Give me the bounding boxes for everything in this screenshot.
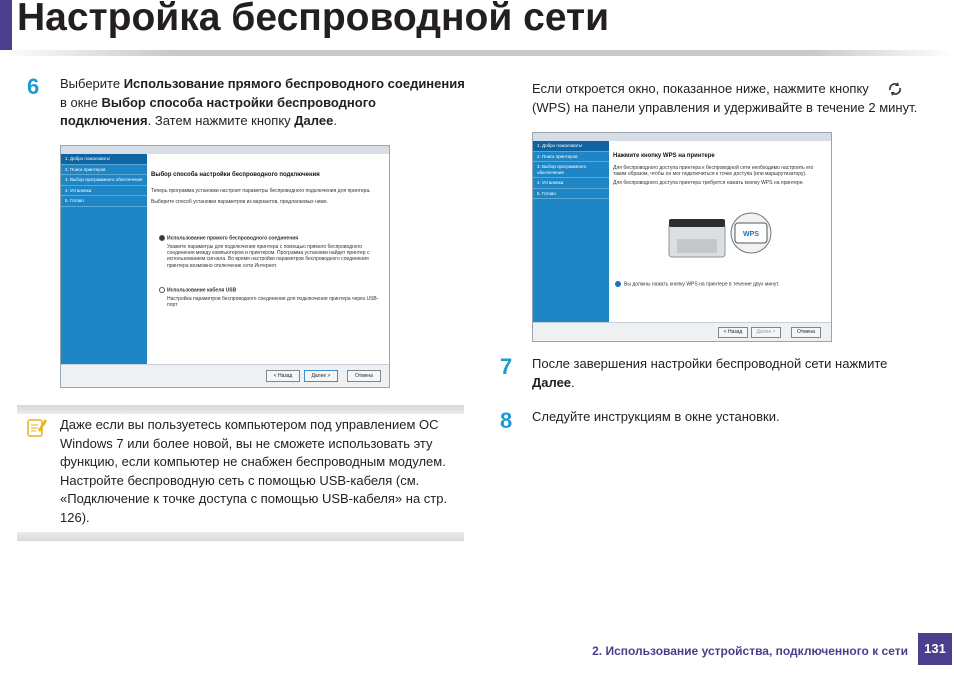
note-bottom-bar (17, 532, 464, 541)
note-pencil-icon (27, 416, 47, 438)
sidebar-step: 1. Добро пожаловать! (533, 141, 609, 152)
radio-selected-icon (159, 235, 165, 241)
cancel-button[interactable]: Отмена (347, 370, 381, 382)
back-button[interactable]: < Назад (266, 370, 300, 382)
dialog-status: Вы должны нажать кнопку WPS на принтере в течение двух минут. (615, 281, 825, 288)
sidebar-step: 5. Готово (61, 196, 147, 207)
step-8-text: Следуйте инструкциям в окне установки. (532, 409, 780, 424)
dialog-para-1: Для беспроводного доступа принтера к беспроводной сети необходимо настроить его таким образом, чтобы он мог подключиться к точке доступа (или маршрутизатору). (613, 165, 814, 178)
option-usb-cable-desc: Настройка параметров беспроводного соединения для подключения принтера через USB-порт (167, 296, 379, 309)
installer-sidebar (61, 154, 147, 365)
installer-window-connection-method (60, 145, 390, 388)
dialog-heading: Выбор способа настройки беспроводного подключения (151, 172, 320, 178)
title-divider (0, 50, 954, 56)
sidebar-step: 1. Добро пожаловать! (61, 154, 147, 165)
option-direct-wireless[interactable]: Использование прямого беспроводного соединения (159, 235, 385, 242)
dialog-footer (61, 364, 389, 387)
sidebar-step: 3. Выбор программного обеспечения (533, 162, 609, 178)
next-button[interactable]: Далее > (751, 327, 781, 338)
step-7-number: 7 (500, 354, 513, 379)
chapter-footer: 2. Использование устройства, подключенного к сети (592, 644, 908, 658)
wps-intro-line-2: (WPS) на панели управления и удерживайте в течение 2 минут. (532, 100, 918, 115)
installer-sidebar (533, 141, 609, 323)
wps-icon (887, 81, 903, 97)
back-button[interactable]: < Назад (718, 327, 748, 338)
info-icon (615, 281, 621, 287)
option-direct-wireless-desc: Укажите параметры для подключения принтера с помощью прямого беспроводного соединения между компьютером и принтером. Программа установки найдет принтер с использованием сигнала. Во время настройки параметров беспроводного соединения принтера возможно отключение сети Интернет. (167, 244, 370, 269)
window-titlebar (61, 146, 389, 154)
step-8-number: 8 (500, 408, 513, 433)
cancel-button[interactable]: Отмена (791, 327, 821, 338)
sidebar-step: 4. Установка (533, 178, 609, 189)
printer-illustration (665, 205, 775, 267)
dialog-heading: Нажмите кнопку WPS на принтере (613, 153, 715, 159)
dialog-intro: Теперь программа установки настроит параметры беспроводного подключения для принтера. (151, 188, 371, 194)
title-accent-bar (0, 0, 12, 52)
wps-intro-line-1: Если откроется окно, показанное ниже, нажмите кнопку (532, 81, 869, 96)
note-text: Даже если вы пользуетесь компьютером под управлением ОС Windows 7 или более новой, вы не сможете использовать эту функцию, если компьютер не снабжен беспроводным модулем. Настройте беспроводную сеть с помощью USB-кабеля (см. «Подключение к точке доступа с помощью USB-кабеля» на стр. 126). (60, 417, 448, 525)
step-7-text: После завершения настройки беспроводной сети нажмите Далее. (532, 356, 888, 390)
dialog-footer (533, 322, 831, 341)
step-6-text: Выберите Использование прямого беспроводного соединения в окне Выбор способа настройки беспроводного подключения. Затем нажмите кнопку Далее. (60, 76, 465, 128)
window-titlebar (533, 133, 831, 141)
sidebar-step: 5. Готово (533, 189, 609, 200)
sidebar-step: 3. Выбор программного обеспечения (61, 175, 147, 186)
radio-empty-icon (159, 287, 165, 293)
wps-button-label: WPS (743, 231, 759, 238)
installer-window-wps (532, 132, 832, 342)
sidebar-step: 4. Установка (61, 186, 147, 197)
next-button[interactable]: Далее > (304, 370, 338, 382)
page-title: Настройка беспроводной сети (17, 0, 610, 39)
step-6-number: 6 (27, 74, 40, 99)
dialog-para-2: Для беспроводного доступа принтера требуется нажать кнопку WPS на принтере. (613, 180, 804, 186)
dialog-choose: Выберите способ установки параметров из вариантов, предлагаемых ниже. (151, 199, 329, 205)
note-top-bar (17, 405, 464, 414)
sidebar-step: 2. Поиск принтеров (61, 165, 147, 176)
option-usb-cable[interactable]: Использование кабеля USB (159, 287, 385, 294)
page-number: 131 (918, 633, 952, 665)
sidebar-step: 2. Поиск принтеров (533, 152, 609, 163)
